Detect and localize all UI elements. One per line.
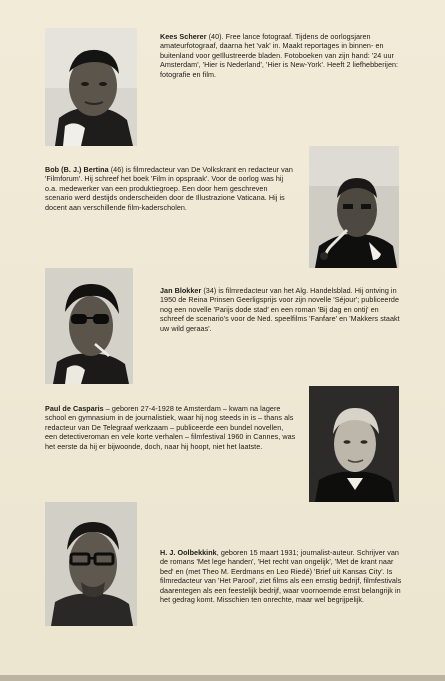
- profile-text: , geboren 15 maart 1931; journalist-auteur. Schrijver van de romans 'Met lege handen', 'Het recht van ongelijk', 'Met de krant naar bed' en (met Theo M. Eerdmans en Leo Riedé) 'Brief uit Kansas City'. Is filmredacteur van 'Het Parool', ziet films als een ernstig bedrijf, filmfestivals daarentegen als een feestelijk bedrijf, waar voornoemde ernst belangrijk in het gedrag komt. Misschien ten onrechte, maar wel begrijpelijk.: [160, 548, 402, 605]
- portrait-kees-scherer-photo: [45, 28, 137, 146]
- portrait-jan-blokker-icon: [45, 268, 133, 384]
- portrait-h-j-oolbekkink-icon: [45, 502, 137, 626]
- profile-name: Kees Scherer: [160, 32, 207, 41]
- profile-jan-blokker: [160, 286, 404, 333]
- profile-h-j-oolbekkink: [160, 548, 404, 604]
- profile-paul-de-casparis: [45, 404, 297, 451]
- portrait-kees-scherer-icon: [45, 28, 137, 146]
- profile-name: Paul de Casparis: [45, 404, 104, 413]
- profile-name: H. J. Oolbekkink: [160, 548, 217, 557]
- portrait-bob-bertina-icon: [309, 146, 399, 268]
- profile-text: (40). Free lance fotograaf. Tijdens de oorlogsjaren amateurfotograaf, daarna het 'vak' in. Maakt reportages in binnen- en buitenland voor geïllustreerde bladen. Fotoboeken van zijn hand: '24 uur Amsterdam', 'Hier is Nederland', 'Hier is New-York'. Heeft 2 liefhebberijen: fotografie en film.: [160, 32, 399, 79]
- profile-name: Jan Blokker: [160, 286, 202, 295]
- portrait-jan-blokker-photo: [45, 268, 133, 384]
- profile-kees-scherer: [160, 32, 404, 79]
- profile-name: Bob (B. J.) Bertina: [45, 165, 109, 174]
- portrait-h-j-oolbekkink-photo: [45, 502, 137, 626]
- profile-text: – geboren 27-4-1928 te Amsterdam – kwam na lagere school en gymnasium in de journalistiek, waar hij nog steeds in is – thans als redacteur van De Telegraaf werkzaam – publiceerde een bundel novellen, een detectiveroman en vele korte verhalen – filmfestival 1960 in Cannes, was het eerste da hij er bijwoonde, doch, naar hij hoopt, niet het laatste.: [45, 404, 296, 451]
- portrait-paul-de-casparis-icon: [309, 386, 399, 502]
- profile-text: (46) is filmredacteur van De Volkskrant en redacteur van 'Filmforum'. Hij schreef het boek 'Film in opspraak'. Voor de oorlog was hij o.a. medewerker van een produktiegroep. Een door hem geschreven scenario werd destijds onderscheiden door de Illustrazione Vaticana. Hij is docent aan verschillende film-kaderscholen.: [45, 165, 293, 212]
- profile-bob-bertina: [45, 165, 295, 212]
- profile-text: (34) is filmredacteur van het Alg. Handelsblad. Hij ontving in 1950 de Reina Prinsen Geerligsprijs voor zijn novelle 'Séjour'; publiceerde nog een novelle 'Parijs dode stad' en een roman 'Bij dag en ontij' en schreef de scenario's voor de Ned. speelfilms 'Fanfare' en 'Makkers staakt uw wild geraas'.: [160, 286, 400, 333]
- portrait-paul-de-casparis-photo: [309, 386, 399, 502]
- page-bottom-edge: [0, 675, 445, 681]
- portrait-bob-bertina-photo: [309, 146, 399, 268]
